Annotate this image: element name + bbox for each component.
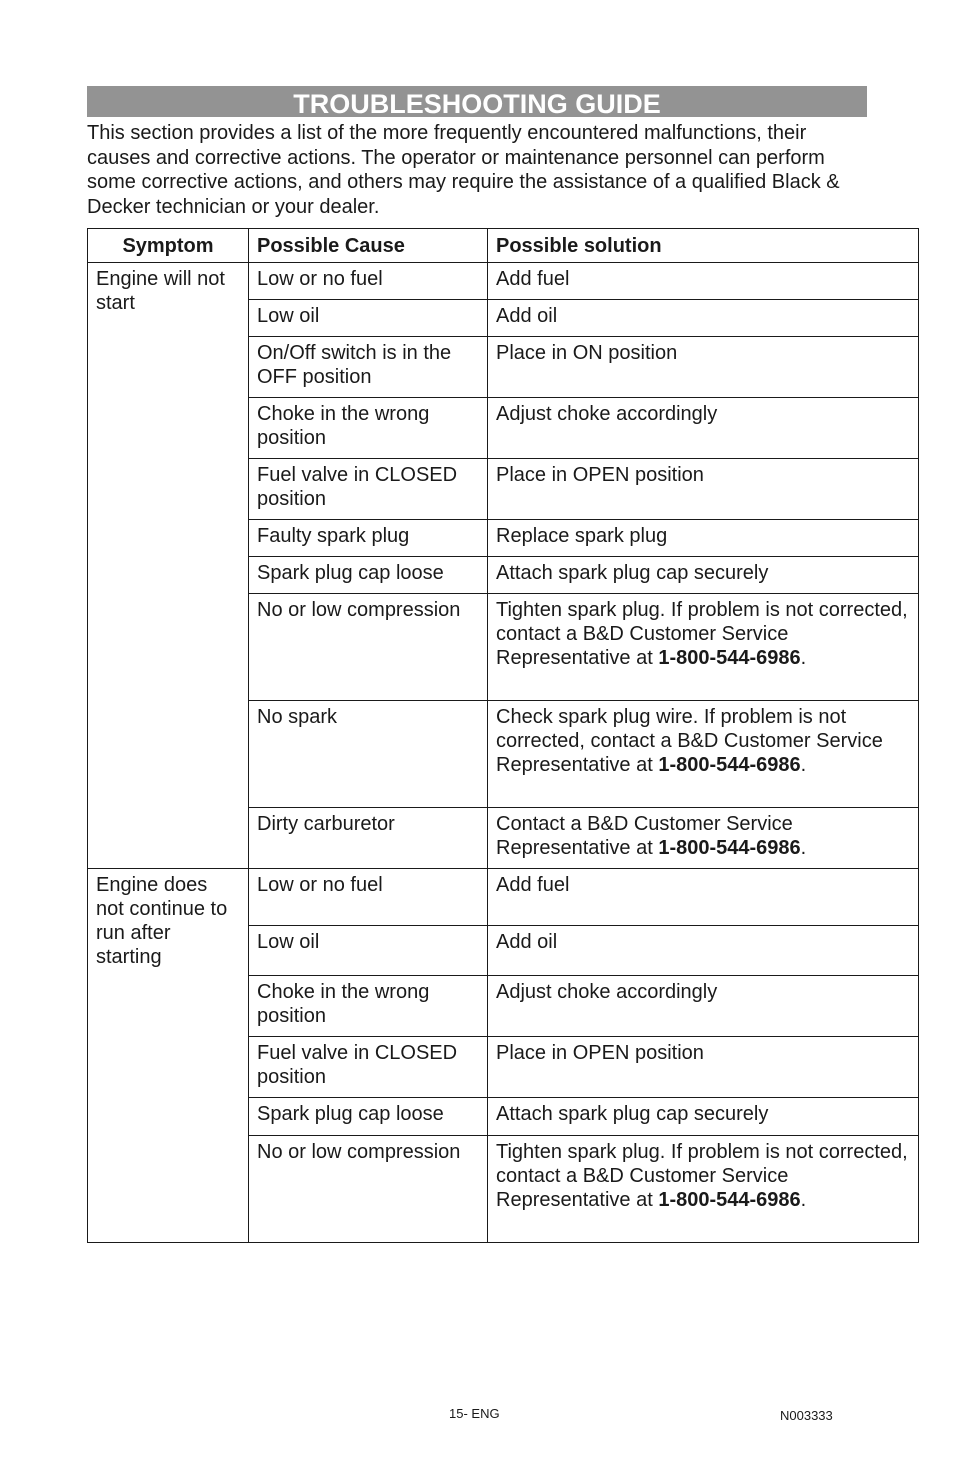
phone-suffix: .: [800, 1189, 807, 1211]
solution-cell: [488, 869, 919, 926]
solution-cell: [488, 926, 919, 976]
page-number: 15- ENG: [449, 1406, 500, 1421]
solution-cell: [488, 808, 919, 869]
cause-cell: No or low compression: [249, 594, 488, 701]
cause-cell: Spark plug cap loose: [249, 1098, 488, 1136]
cause-cell: Spark plug cap loose: [249, 557, 488, 594]
cause-cell: Dirty carburetor: [249, 808, 488, 869]
solution-text: Add oil: [496, 931, 558, 953]
solution-text: Add oil: [496, 305, 558, 327]
solution-cell: [488, 976, 919, 1037]
solution-text: Tighten spark plug. If problem is not corrected, contact a B&D Customer Service Representative at: [496, 599, 908, 669]
symptom-cell: Engine will not start: [88, 263, 249, 869]
cause-cell: No or low compression: [249, 1136, 488, 1243]
cause-cell: On/Off switch is in the OFF position: [249, 337, 488, 398]
solution-cell: [488, 594, 919, 701]
document-code: N003333: [780, 1408, 833, 1423]
header-possible-cause: Possible Cause: [249, 229, 488, 263]
cause-cell: Choke in the wrong position: [249, 398, 488, 459]
phone-suffix: .: [800, 647, 807, 669]
phone-number: 1-800-544-6986: [658, 647, 801, 669]
solution-text: Replace spark plug: [496, 525, 668, 547]
header-symptom: Symptom: [88, 229, 249, 263]
solution-text: Add fuel: [496, 874, 570, 896]
troubleshooting-table: [87, 228, 919, 1243]
solution-text: Place in ON position: [496, 342, 678, 364]
solution-cell: [488, 398, 919, 459]
solution-text: Contact a B&D Customer Service Representative at: [496, 813, 793, 859]
solution-cell: [488, 557, 919, 594]
solution-text: Adjust choke accordingly: [496, 981, 718, 1003]
table-header-row: [88, 229, 919, 263]
solution-cell: [488, 701, 919, 808]
solution-text: Place in OPEN position: [496, 1042, 704, 1064]
intro-paragraph: This section provides a list of the more frequently encountered malfunctions, their causes and corrective actions. The operator or maintenance personnel can perform some corrective actions, and others may require the assistance of a qualified Black & Decker technician or your dealer.: [87, 122, 840, 218]
solution-text: Add fuel: [496, 268, 570, 290]
solution-text: Attach spark plug cap securely: [496, 1103, 769, 1125]
table-row: [88, 263, 919, 300]
phone-number: 1-800-544-6986: [658, 754, 801, 776]
solution-text: Check spark plug wire. If problem is not corrected, contact a B&D Customer Service Representative at: [496, 706, 883, 776]
phone-suffix: .: [800, 837, 807, 859]
solution-cell: [488, 1098, 919, 1136]
solution-cell: [488, 1136, 919, 1243]
cause-cell: Fuel valve in CLOSED position: [249, 459, 488, 520]
table-row: [88, 869, 919, 926]
solution-text: Attach spark plug cap securely: [496, 562, 769, 584]
phone-number: 1-800-544-6986: [658, 1189, 801, 1211]
cause-cell: Low or no fuel: [249, 869, 488, 926]
solution-cell: [488, 300, 919, 337]
table-body: [88, 263, 919, 1243]
phone-number: 1-800-544-6986: [658, 837, 801, 859]
cause-cell: Low oil: [249, 926, 488, 976]
cause-cell: Low or no fuel: [249, 263, 488, 300]
cause-cell: No spark: [249, 701, 488, 808]
solution-cell: [488, 263, 919, 300]
symptom-cell: Engine does not continue to run after starting: [88, 869, 249, 1243]
solution-cell: [488, 520, 919, 557]
cause-cell: Low oil: [249, 300, 488, 337]
solution-text: Adjust choke accordingly: [496, 403, 718, 425]
cause-cell: Faulty spark plug: [249, 520, 488, 557]
solution-cell: [488, 1037, 919, 1098]
solution-cell: [488, 459, 919, 520]
header-possible-solution: Possible solution: [488, 229, 919, 263]
solution-text: Tighten spark plug. If problem is not corrected, contact a B&D Customer Service Representative at: [496, 1141, 908, 1211]
cause-cell: Fuel valve in CLOSED position: [249, 1037, 488, 1098]
cause-cell: Choke in the wrong position: [249, 976, 488, 1037]
solution-cell: [488, 337, 919, 398]
phone-suffix: .: [800, 754, 807, 776]
solution-text: Place in OPEN position: [496, 464, 704, 486]
page-title: TROUBLESHOOTING GUIDE: [87, 86, 867, 117]
